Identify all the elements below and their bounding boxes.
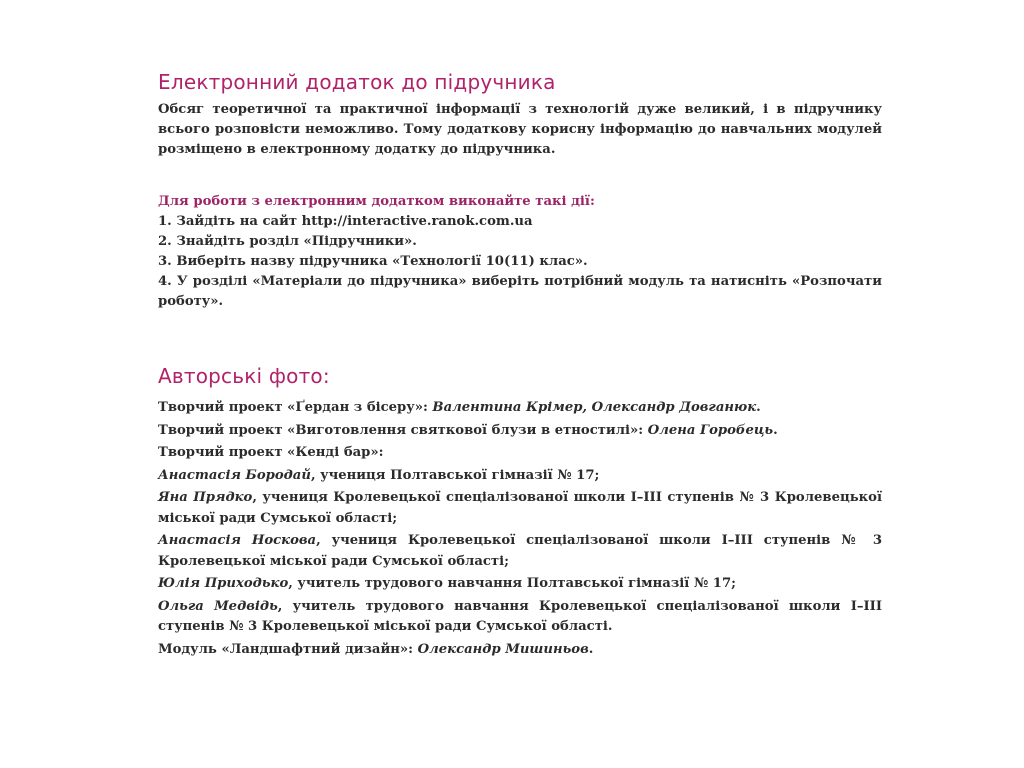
photo-credit: Анастасія Бородай, учениця Полтавської гімназії № 17; xyxy=(158,467,600,483)
photo-author: Анастасія Носкова xyxy=(158,533,317,548)
photos-list xyxy=(158,398,882,660)
photo-credit: Яна Прядко, учениця Кролевецької спеціалізованої школи І–ІІІ ступенів № 3 Кролевецької міської ради Сумської області; xyxy=(158,490,882,526)
photos-section xyxy=(158,364,882,662)
photo-credit: Анастасія Носкова, учениця Кролевецької спеціалізованої школи І–ІІІ ступенів № 3 Кролевецької міської ради Сумської області; xyxy=(158,533,882,569)
addon-intro: Обсяг теоретичної та практичної інформації з технологій дуже великий, і в підручнику всього розповісти неможливо. Тому додаткову корисну інформацію до навчальних модулей розміщено в електронному додатку до підручника. xyxy=(158,102,882,157)
photo-credit: Модуль «Ландшафтний дизайн»: Олександр Мишиньов. xyxy=(158,641,594,657)
instruction-step: 2. Знайдіть розділ «Підручники». xyxy=(158,234,417,249)
photo-author: Ольга Медвідь xyxy=(158,598,278,614)
addon-section xyxy=(158,70,882,160)
photos-heading: Авторські фото: xyxy=(158,364,330,388)
instructions-title: Для роботи з електронним додатком виконайте такі дії: xyxy=(158,194,595,209)
photo-author: Юлія Приходько xyxy=(158,576,289,591)
photo-credit: Творчий проект «Виготовлення святкової блузи в етностилі»: Олена Горобець. xyxy=(158,422,778,438)
photo-credit: Творчий проект «Ґердан з бісеру»: Валентина Крімер, Олександр Довганюк. xyxy=(158,400,761,415)
photo-author: Анастасія Бородай xyxy=(158,467,311,483)
photo-author: Олександр Мишиньов xyxy=(417,641,589,657)
photo-author: Олена Горобець xyxy=(647,422,774,438)
instructions-list xyxy=(158,212,882,312)
instruction-step: 4. У розділі «Матеріали до підручника» виберіть потрібний модуль та натисніть «Розпочати роботу». xyxy=(158,274,882,309)
photo-credit: Ольга Медвідь, учитель трудового навчання Кролевецької спеціалізованої школи І–ІІІ ступенів № 3 Кролевецької міської ради Сумської області. xyxy=(158,598,883,634)
instruction-step: 3. Виберіть назву підручника «Технології 10(11) клас». xyxy=(158,254,588,269)
instructions-section xyxy=(158,192,882,312)
addon-heading: Електронний додаток до підручника xyxy=(158,70,556,94)
photo-author: Яна Прядко xyxy=(158,490,253,505)
photo-credit: Творчий проект «Кенді бар»: xyxy=(158,445,384,460)
photo-author: Валентина Крімер, Олександр Довганюк xyxy=(432,400,757,415)
photo-credit: Юлія Приходько, учитель трудового навчання Полтавської гімназії № 17; xyxy=(158,576,736,591)
instruction-step: 1. Зайдіть на сайт http://interactive.ranok.com.ua xyxy=(158,214,533,229)
